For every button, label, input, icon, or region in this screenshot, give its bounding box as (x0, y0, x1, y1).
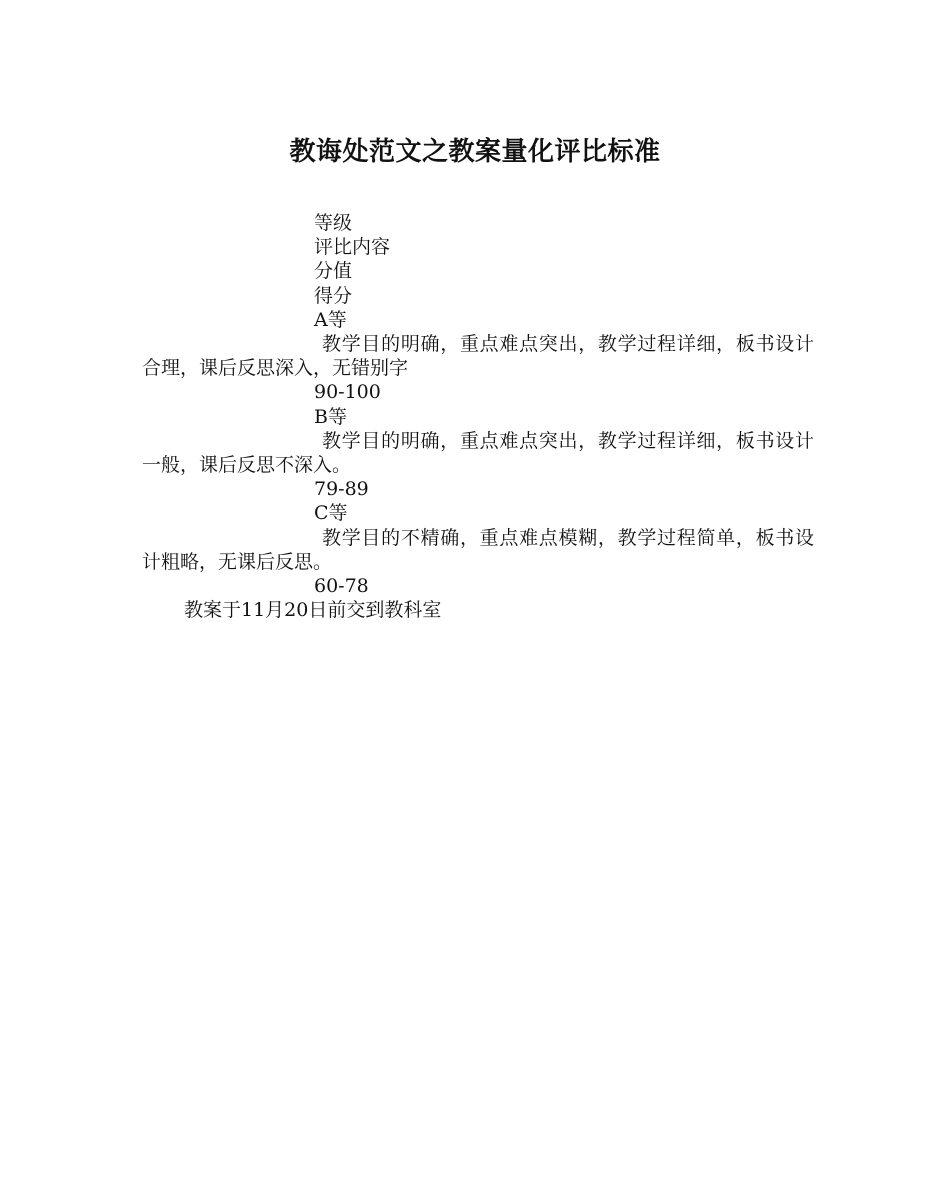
row-a-score: 90-100 (314, 381, 381, 404)
row-b-content: 教学目的明确，重点难点突出，教学过程详细，板书设计一般，课后反思不深入。 (142, 429, 814, 476)
header-cell-value: 分值 (314, 260, 353, 283)
header-cell-grade: 等级 (314, 212, 353, 234)
header-cell-content: 评比内容 (314, 236, 391, 259)
row-c-grade: C等 (314, 502, 348, 525)
row-b-grade: B等 (314, 405, 347, 428)
row-b-score: 79-89 (314, 478, 369, 501)
row-c-score: 60-78 (314, 574, 369, 597)
submission-note: 教案于11月20日前交到教科室 (184, 599, 442, 622)
header-cell-score: 得分 (314, 284, 353, 307)
row-c-content: 教学目的不精确，重点难点模糊，教学过程简单，板书设计粗略，无课后反思。 (142, 526, 814, 573)
row-a-content: 教学目的明确，重点难点突出，教学过程详细，板书设计合理，课后反思深入，无错别字 (142, 332, 814, 380)
document-title: 教诲处范文之教案量化评比标准 (289, 137, 661, 167)
document-body (142, 211, 814, 622)
row-a-grade: A等 (314, 308, 347, 331)
